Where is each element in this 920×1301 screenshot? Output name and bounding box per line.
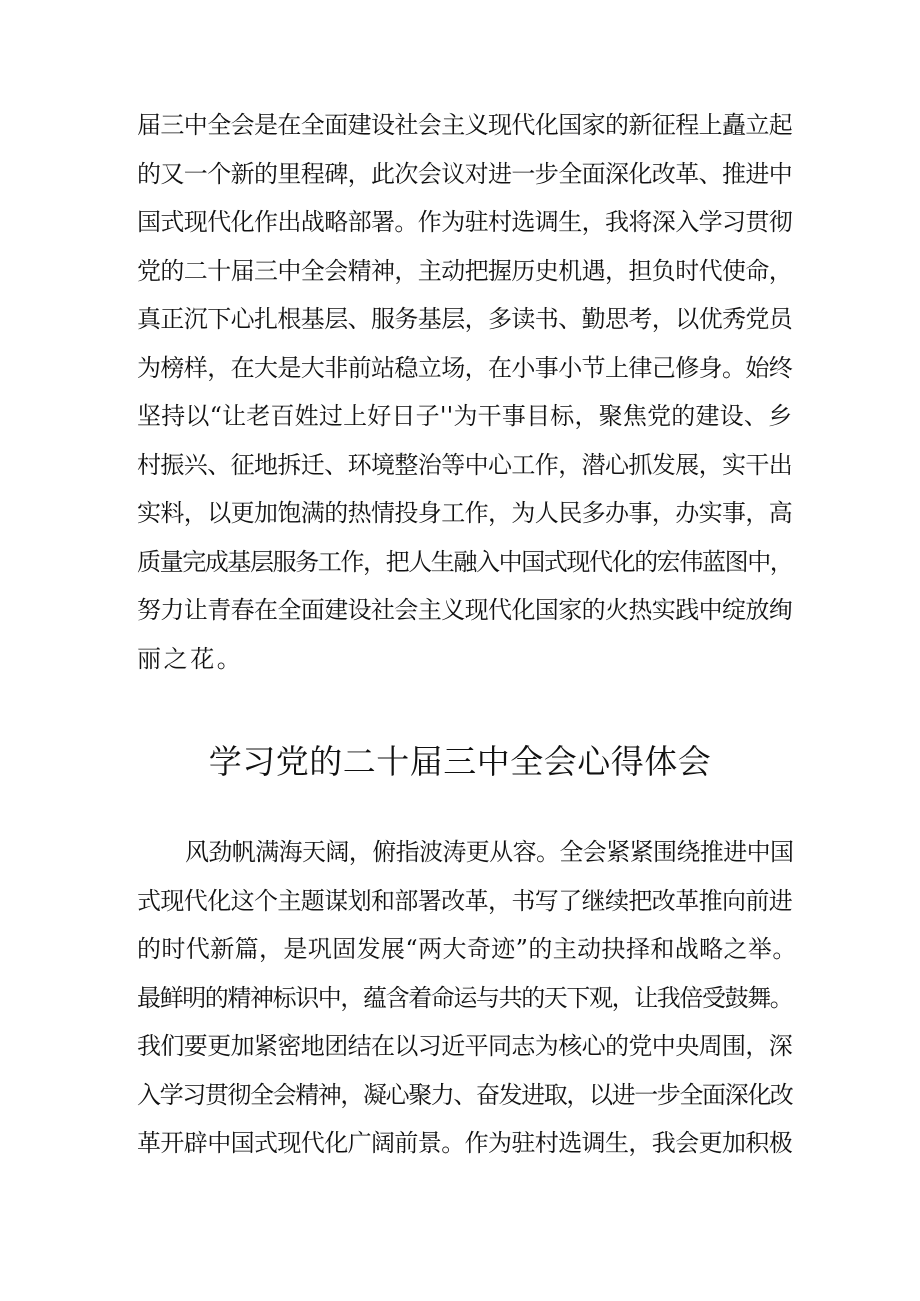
text-line: 最鲜明的精神标识中，蕴含着命运与共的天下观，让我倍受鼓舞。 [137, 983, 793, 1012]
text-line: 丽之花。 [137, 644, 244, 673]
text-line: 实料，以更加饱满的热情投身工作，为人民多办事，办实事，高 [137, 499, 793, 527]
text-line: 的又一个新的里程碑，此次会议对进一步全面深化改革、推进中 [137, 159, 793, 188]
text-line: 式现代化这个主题谋划和部署改革，书写了继续把改革推向前进 [137, 886, 793, 915]
text-line: 村振兴、征地拆迁、环境整治等中心工作，潜心抓发展，实干出 [137, 450, 793, 479]
text-line: 国式现代化作出战略部署。作为驻村选调生，我将深入学习贯彻 [137, 208, 793, 236]
paragraph-1 [137, 101, 797, 683]
text-line: 真正沉下心扎根基层、服务基层，多读书、勤思考，以优秀党员 [137, 305, 793, 333]
text-line: 质量完成基层服务工作，把人生融入中国式现代化的宏伟蓝图中， [137, 547, 793, 576]
text-line: 届三中全会是在全面建设社会主义现代化国家的新征程上矗立起 [137, 111, 793, 139]
section-heading: 学习党的二十届三中全会心得体会 [208, 742, 712, 781]
text-line: 坚持以“让老百姓过上好日子''为干事目标，聚焦党的建设、乡 [137, 402, 793, 430]
text-line: 革开辟中国式现代化广阔前景。作为驻村选调生，我会更加积极 [137, 1129, 793, 1157]
text-line: 的时代新篇，是巩固发展“两大奇迹”的主动抉择和战略之举。 [137, 935, 797, 963]
text-line: 我们要更加紧密地团结在以习近平同志为核心的党中央周围，深 [137, 1032, 793, 1060]
text-line: 入学习贯彻全会精神，凝心聚力、奋发进取，以进一步全面深化改 [137, 1080, 793, 1109]
text-line: 努力让青春在全面建设社会主义现代化国家的火热实践中绽放绚 [137, 596, 793, 624]
text-line: 为榜样，在大是大非前站稳立场，在小事小节上律己修身。始终 [137, 353, 793, 382]
text-line: 党的二十届三中全会精神，主动把握历史机遇，担负时代使命， [137, 256, 793, 285]
text-line: 风劲帆满海天阔，俯指波涛更从容。全会紧紧围绕推进中国 [185, 838, 794, 866]
paragraph-2 [137, 828, 797, 1168]
